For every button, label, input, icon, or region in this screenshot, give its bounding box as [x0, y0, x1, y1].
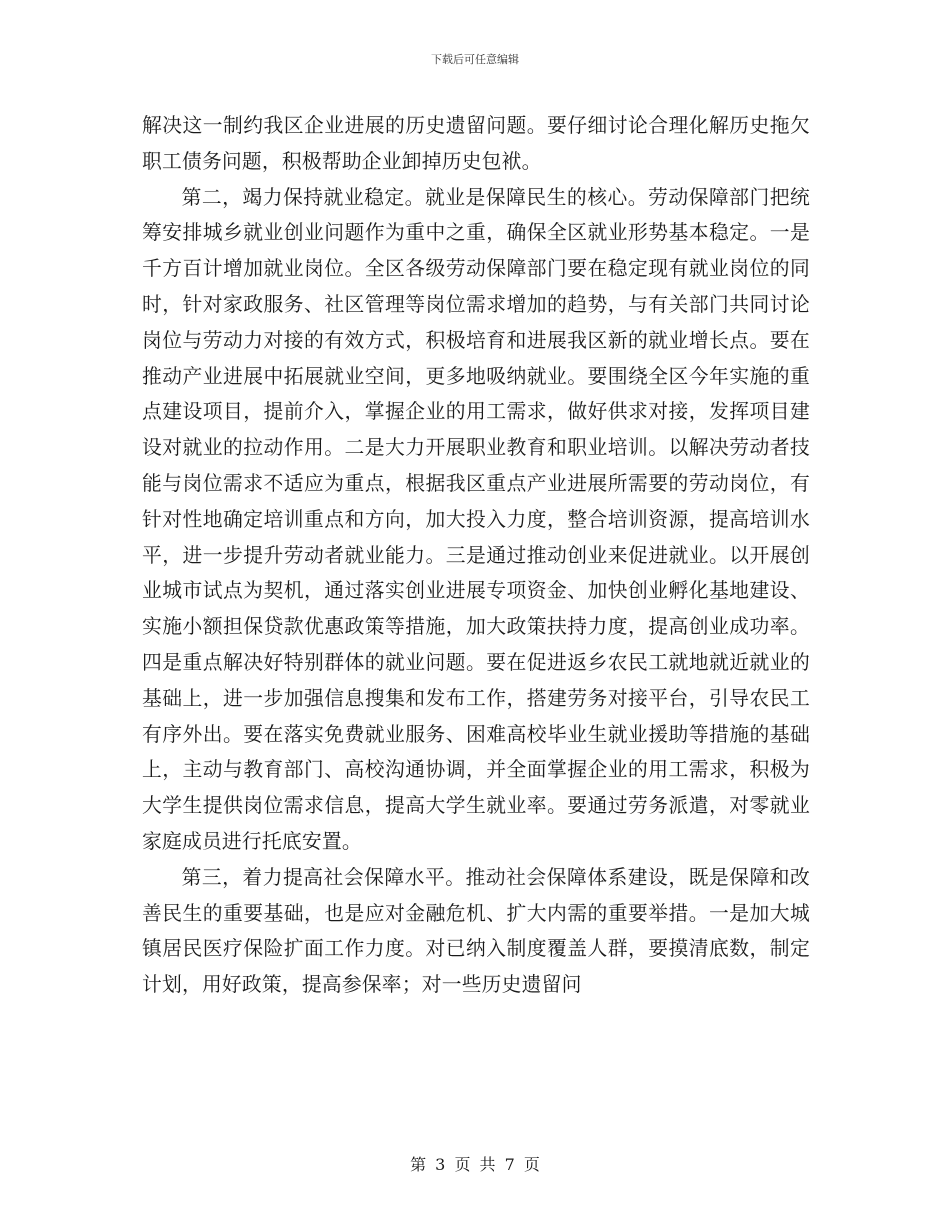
body-text: [142, 108, 810, 1003]
paragraph-employment: 第二，竭力保持就业稳定。就业是保障民生的核心。劳动保障部门把统筹安排城乡就业创业问题作为重中之重，确保全区就业形势基本稳定。一是千方百计增加就业岗位。全区各级劳动保障部门要在稳定现有就业岗位的同时，针对家政服务、社区管理等岗位需求增加的趋势，与有关部门共同讨论岗位与劳动力对接的有效方式，积极培育和进展我区新的就业增长点。要在推动产业进展中拓展就业空间，更多地吸纳就业。要围绕全区今年实施的重点建设项目，提前介入，掌握企业的用工需求，做好供求对接，发挥项目建设对就业的拉动作用。二是大力开展职业教育和职业培训。以解决劳动者技能与岗位需求不适应为重点，根据我区重点产业进展所需要的劳动岗位，有针对性地确定培训重点和方向，加大投入力度，整合培训资源，提高培训水平，进一步提升劳动者就业能力。三是通过推动创业来促进就业。以开展创业城市试点为契机，通过落实创业进展专项资金、加快创业孵化基地建设、实施小额担保贷款优惠政策等措施，加大政策扶持力度，提高创业成功率。四是重点解决好特别群体的就业问题。要在促进返乡农民工就地就近就业的基础上，进一步加强信息搜集和发布工作，搭建劳务对接平台，引导农民工有序外出。要在落实免费就业服务、困难高校毕业生就业援助等措施的基础上，主动与教育部门、高校沟通协调，并全面掌握企业的用工需求，积极为大学生提供岗位需求信息，提高大学生就业率。要通过劳务派遣，对零就业家庭成员进行托底安置。: [142, 185, 810, 853]
page-footer: 第 3 页 共 7 页: [410, 1155, 540, 1174]
page-header: 下载后可任意编辑: [431, 53, 519, 66]
paragraph-social-security: 第三，着力提高社会保障水平。推动社会保障体系建设，既是保障和改善民生的重要基础，也是应对金融危机、扩大内需的重要举措。一是加大城镇居民医疗保险扩面工作力度。对已纳入制度覆盖人群，要摸清底数，制定计划，用好政策，提高参保率；对一些历史遗留问: [142, 865, 810, 997]
paragraph-continued: 解决这一制约我区企业进展的历史遗留问题。要仔细讨论合理化解历史拖欠职工债务问题，积极帮助企业卸掉历史包袱。: [142, 114, 810, 173]
